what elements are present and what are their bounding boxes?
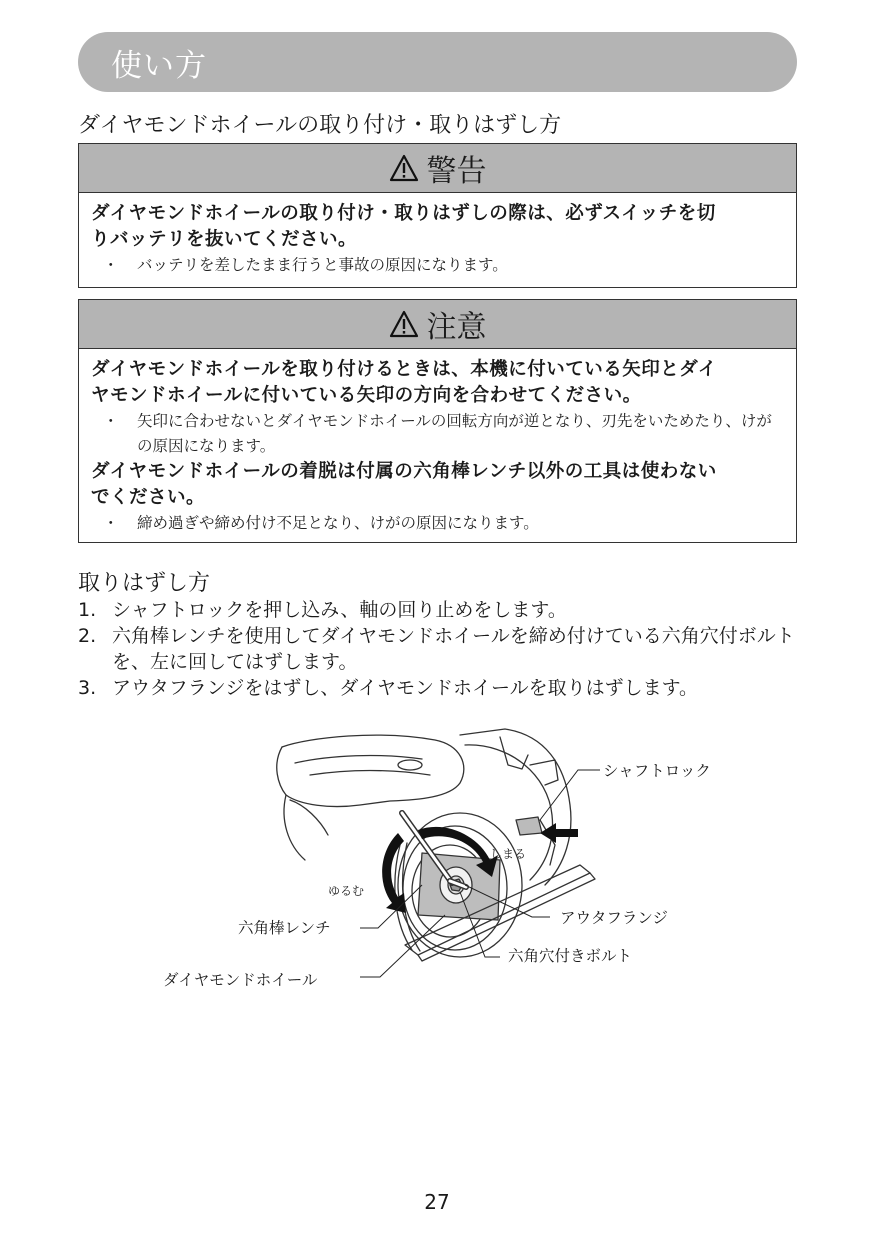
- warning-box: [78, 143, 797, 288]
- step-text: シャフトロックを押し込み、軸の回り止めをします。: [112, 599, 567, 621]
- step-text: アウタフランジをはずし、ダイヤモンドホイールを取りはずします。: [112, 677, 699, 699]
- caution-line-2: ヤモンドホイールに付いている矢印の方向を合わせてください。: [91, 385, 642, 406]
- loosen-label: ゆるむ: [328, 884, 365, 898]
- warning-heading: 警告: [426, 154, 487, 189]
- caution-note-1: ・ 矢印に合わせないとダイヤモンドホイールの回転方向が逆となり、刃先をいためたり、けがの原因になります。: [91, 409, 784, 459]
- tighten-label: しまる: [490, 847, 527, 861]
- step-number: 1.: [78, 599, 97, 621]
- page-number: 27: [424, 1190, 450, 1214]
- warning-line-2: りバッテリを抜いてください。: [91, 229, 358, 250]
- outer-flange-label: アウタフランジ: [560, 909, 668, 927]
- warning-note: ・ バッテリを差したまま行うと事故の原因になります。: [91, 253, 784, 278]
- section-title: ダイヤモンドホイールの取り付け・取りはずし方: [78, 113, 562, 138]
- diamond-wheel-label: ダイヤモンドホイール: [163, 971, 318, 989]
- warning-line-1: ダイヤモンドホイールの取り付け・取りはずしの際は、必ずスイッチを切: [91, 203, 716, 224]
- caution-box-body: [79, 349, 796, 544]
- warning-box-header: [79, 144, 796, 193]
- warning-triangle-icon: [389, 310, 419, 338]
- step-number: 2.: [78, 625, 97, 647]
- caution-line-3: ダイヤモンドホイールの着脱は付属の六角棒レンチ以外の工具は使わない: [91, 461, 717, 482]
- hex-bolt-label: 六角穴付きボルト: [508, 947, 633, 965]
- list-item: [78, 675, 808, 701]
- removal-steps: [78, 597, 808, 701]
- removal-title: 取りはずし方: [78, 571, 211, 596]
- caution-heading: 注意: [426, 310, 487, 345]
- warning-triangle-icon: [389, 154, 419, 182]
- step-number: 3.: [78, 677, 97, 699]
- header-bar: [78, 32, 797, 92]
- caution-note-2: ・ 締め過ぎや締め付け不足となり、けがの原因になります。: [91, 511, 784, 536]
- caution-box: [78, 299, 797, 543]
- header-title: 使い方: [111, 48, 207, 84]
- shaft-lock-label: シャフトロック: [603, 762, 711, 780]
- warning-box-body: [79, 193, 796, 286]
- list-item: [78, 597, 808, 623]
- step-text: 六角棒レンチを使用してダイヤモンドホイールを締め付けている六角穴付ボルトを、左に回してはずします。: [112, 625, 795, 673]
- caution-line-4: でください。: [91, 487, 206, 508]
- caution-box-header: [79, 300, 796, 349]
- list-item: [78, 623, 808, 675]
- caution-line-1: ダイヤモンドホイールを取り付けるときは、本機に付いている矢印とダイ: [91, 359, 717, 380]
- saw-illustration: [160, 725, 730, 1005]
- hex-wrench-label: 六角棒レンチ: [238, 919, 331, 937]
